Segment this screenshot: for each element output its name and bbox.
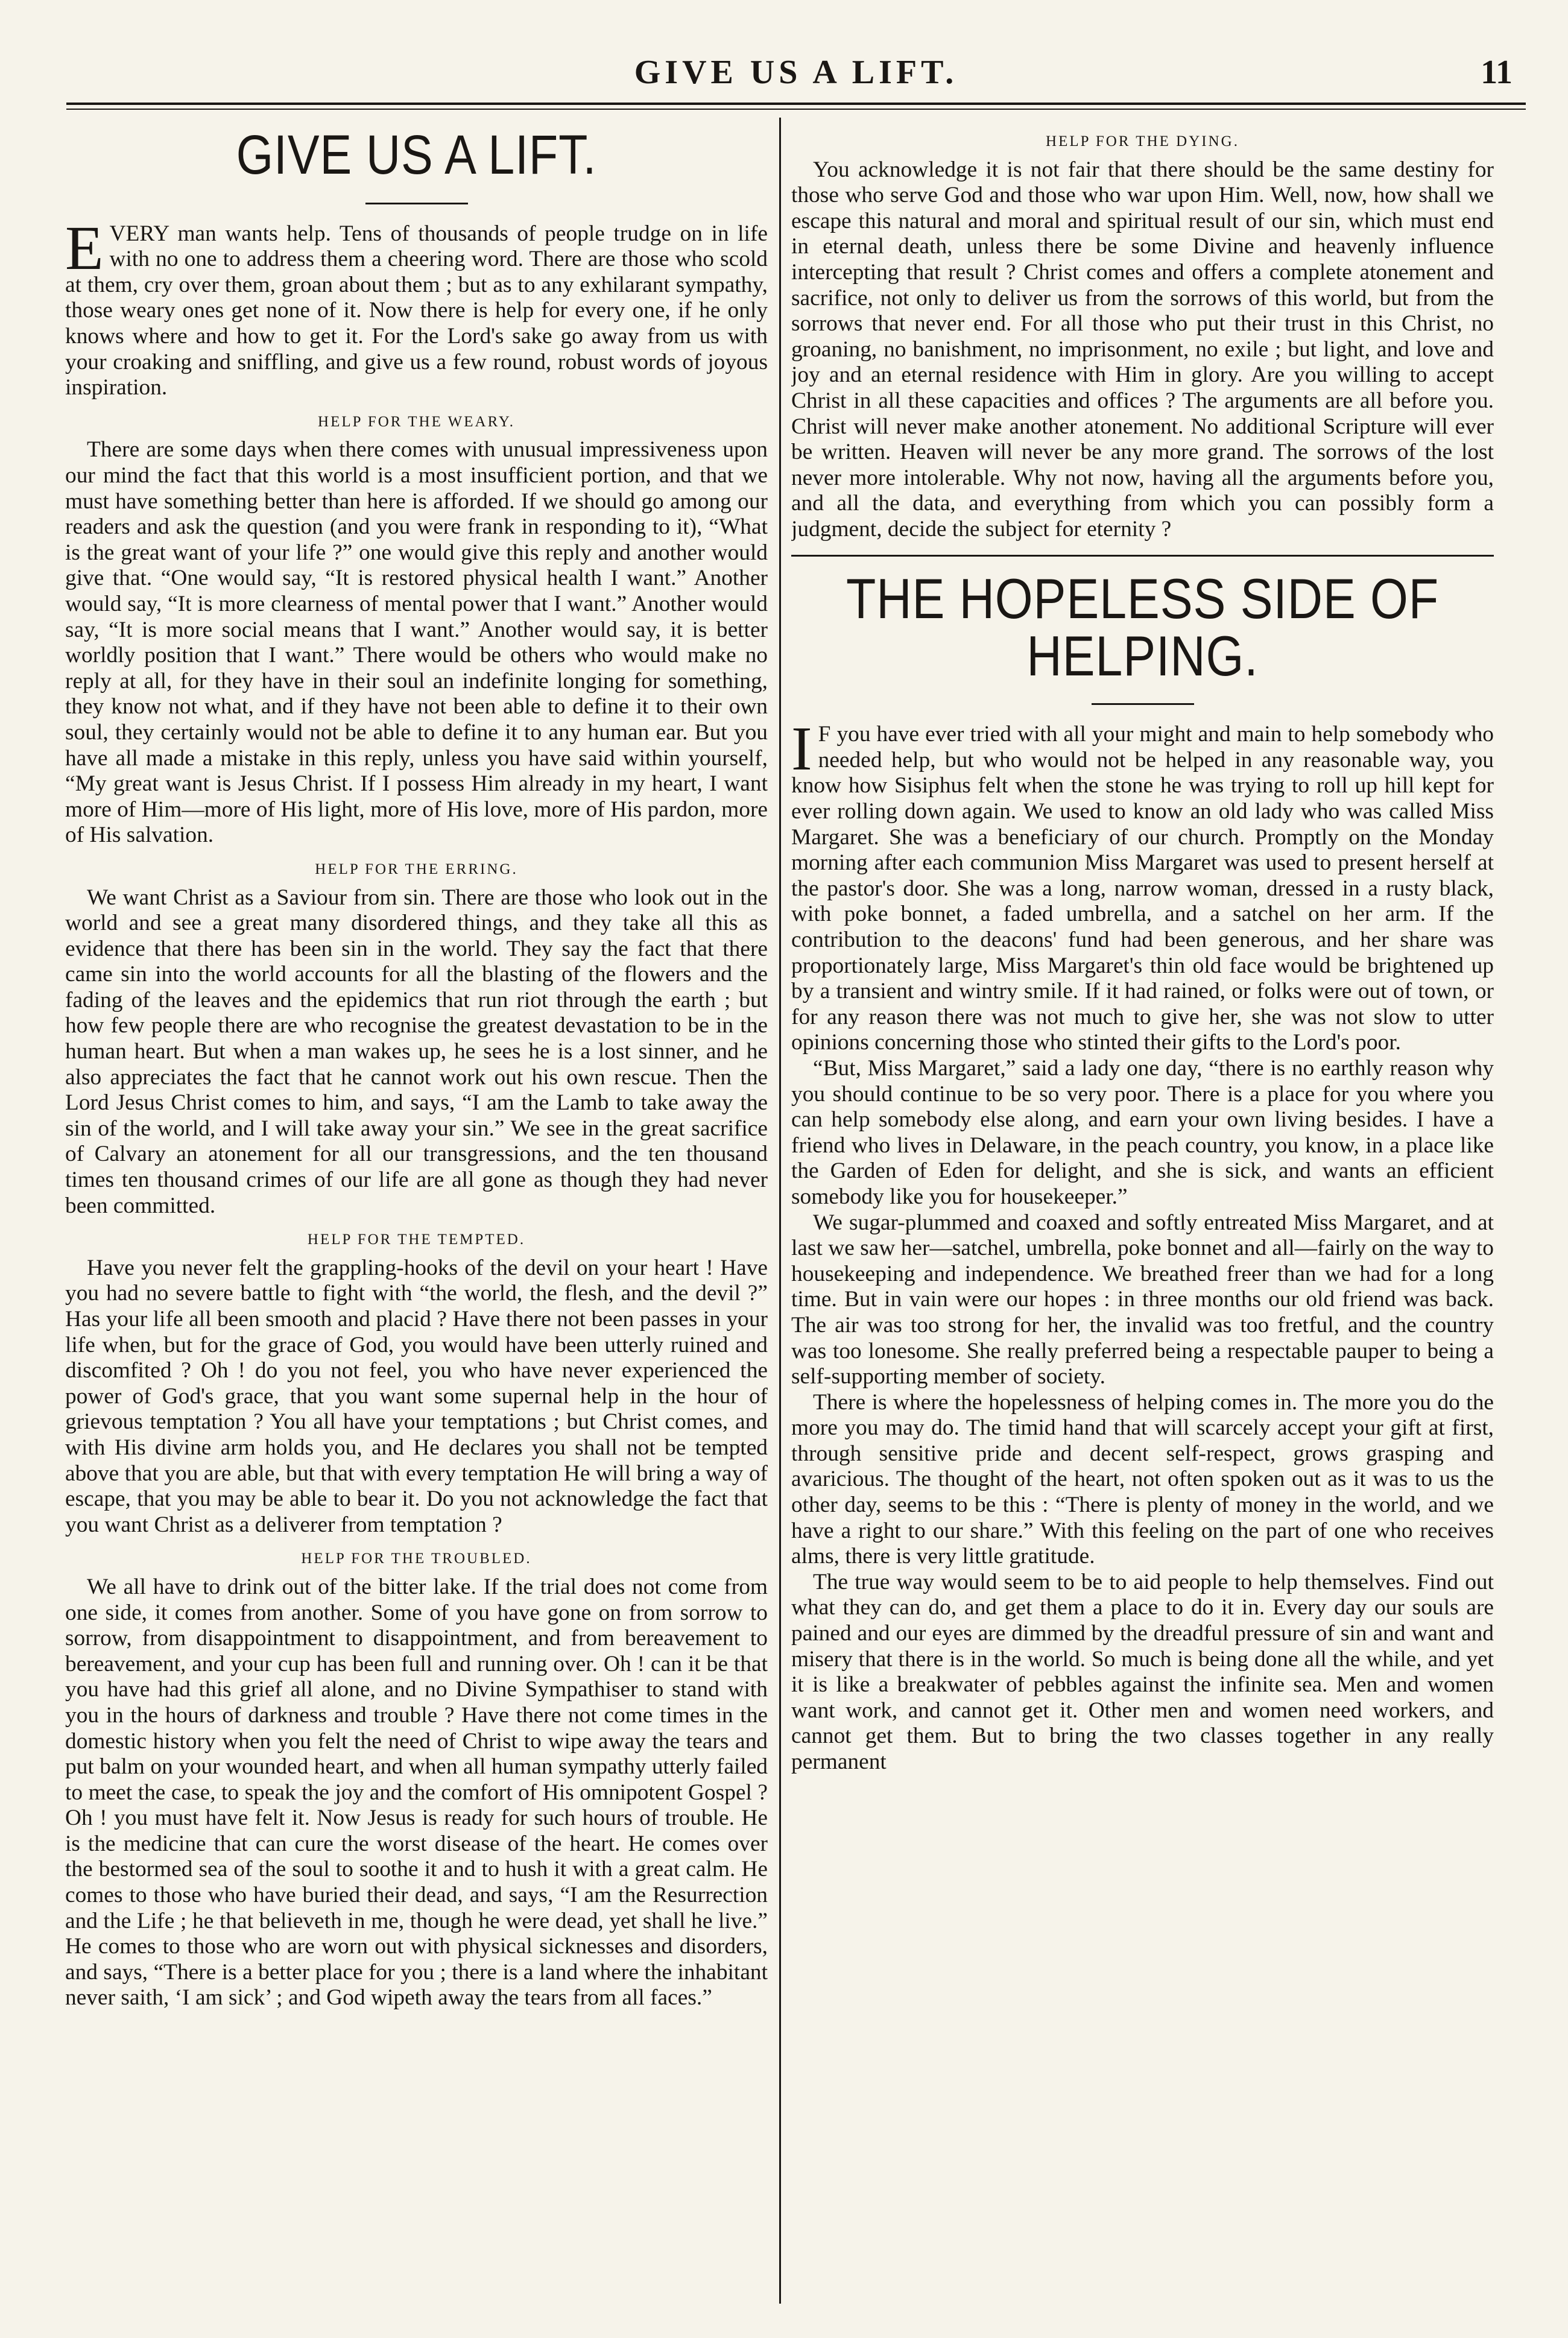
article-intro [791, 714, 1494, 1056]
column-divider [779, 118, 781, 2304]
article-separator [791, 555, 1494, 557]
running-head: GIVE US A LIFT. [634, 54, 958, 91]
drop-cap: E [65, 213, 104, 283]
section-heading: HELP FOR THE DYING. [1046, 133, 1239, 150]
right-column [791, 121, 1494, 2303]
intro-text: F you have ever tried with all your might and main to help somebody who needed help, but who would not be helped in any reasonable way, you know how Sisiphus felt when the stone he was trying to roll up hill kept for ever rolling down again. We used to know an old lady who was called Miss Margaret. She was a beneficiary of our church. Promptly on the Monday morning after each communion Miss Margaret was used to present herself at the pastor's door. She was a long, narrow woman, dressed in a rusty black, with poke bonnet, a faded umbrella, and a satchel on her arm. If the contribution to the deacons' fund had been generous, and her share was proportionately large, Miss Margaret's thin old face would be brightened up by a transient and wintry smile. If it had rained, or folks were out of town, or for any reason there was not much to give her, she was not slow to utter opinions concerning those who stinted their gifts to the Lord's poor. [791, 722, 1494, 1055]
page-header [66, 36, 1526, 103]
drop-cap: I [791, 714, 812, 784]
intro-text: VERY man wants help. Tens of thousands of people trudge on in life with no one to address them a cheering word. There are those who scold at them, cry over them, groan about them ; but as to any exhilarant sympathy, those weary ones get none of it. Now there is help for every one, if he only knows where and how to get it. For the Lord's sake go away from us with your croaking and sniffling, and give us a few round, robust words of joyous inspiration. [65, 221, 768, 400]
section-paragraph: Have you never felt the grappling-hooks of the devil on your heart ! Have you had no severe battle to fight with “the world, the flesh, and the devil ?” Has your life all been smooth and placid ? Have there not been passes in your life when, but for the grace of God, you would have been utterly ruined and discomfited ? Oh ! do you not feel, you who have never experienced the power of God's grace, that you want some supernal help in the hour of grievous temptation ? You all have your temptations ; but Christ comes, and with His divine arm holds you, and He declares you shall not be tempted above that you are able, but that with every temptation He will bring a way of escape, that you may be able to bear it. Do you not acknowledge the fact that you want Christ as a deliverer from temptation ? [65, 1255, 768, 1537]
title-rule [1092, 703, 1194, 705]
section-heading: HELP FOR THE WEARY. [318, 413, 515, 430]
section-heading: HELP FOR THE ERRING. [315, 861, 518, 877]
section-heading: HELP FOR THE TROUBLED. [301, 1550, 532, 1567]
section-paragraph: We all have to drink out of the bitter lake. If the trial does not come from one side, it comes from another. Some of you have gone on from sorrow to sorrow, from disappointment to disappointment, and from bereavement to bereavement, and your cup has been full and running over. Oh ! can it be that you have had this grief all alone, and no Divine Sympathiser to stand with you in the hours of darkness and trouble ? Have there not come times in the domestic history when you felt the need of Christ to wipe away the tears and put balm on your wounded heart, and when all human sympathy utterly failed to meet the case, to speak the joy and the comfort of His omnipotent Gospel ? Oh ! you must have felt it. Now Jesus is ready for such hours of trouble. He is the medicine that can cure the worst disease of the heart. He comes over the bestormed sea of the soul to soothe it and to hush it with a great calm. He comes to those who have buried their dead, and says, “I am the Resurrection and the Life ; he that believeth in me, though he were dead, yet shall he live.” He comes to those who are worn out with physical sicknesses and disorders, and says, “There is a better place for you ; there is a land where the inhabitant never saith, ‘I am sick’ ; and God wipeth away the tears from all faces.” [65, 1574, 768, 2011]
article-paragraph: The true way would seem to be to aid people to help themselves. Find out what they can do, and get them a place to do it in. Every day our souls are pained and our eyes are dimmed by the dreadful pressure of sin and want and misery that there is in the world. So much is being done all the while, and yet it is like a breakwater of pebbles against the infinite sea. Men and women want work, and cannot get it. Other men and women need workers, and cannot get them. But to bring the two classes together in any really permanent [791, 1569, 1494, 1774]
section-paragraph: We want Christ as a Saviour from sin. There are those who look out in the world and see a great many disordered things, and they take all this as evidence that there has been sin in the world. They say the fact that there came sin into the world accounts for all the blasting of the flowers and the fading of the leaves and the epidemics that run riot through the earth ; but how few people there are who recognise the greatest devastation to be in the human heart. But when a man wakes up, he sees he is a lost sinner, and he also appreciates the fact that he cannot work out his own rescue. Then the Lord Jesus Christ comes to him, and says, “I am the Lamb to take away the sin of the world, and I will take away your sin.” We see in the great sacrifice of Calvary an atonement for all our transgressions, and the ten thousand times ten thousand crimes of our life are all gone as though they had never been committed. [65, 885, 768, 1218]
section-paragraph: You acknowledge it is not fair that there should be the same destiny for those who serve God and those who war upon Him. Well, now, how shall we escape this natural and moral and spiritual result of our sin, which must end in eternal death, unless there be some Divine and heavenly influence intercepting that result ? Christ comes and offers a complete atonement and sacrifice, not only to deliver us from the sorrows of this world, but from the sorrows that never end. For all those who put their trust in this Christ, no groaning, no banishment, no imprisonment, no exile ; but light, and love and joy and an eternal residence with Him in glory. Are you willing to accept Christ in all these capacities and offices ? The arguments are all before you. Christ will never make another atonement. No additional Scripture will ever be written. Heaven will never be any more grand. The sorrows of the lost never more intolerable. Why not now, having all the arguments before you, and all the data, and everything from which you can possibly form a judgment, decide the subject for eternity ? [791, 157, 1494, 542]
article-title: GIVE US A LIFT. [236, 124, 597, 186]
section-paragraph: There are some days when there comes with unusual impressiveness upon our mind the fact that this world is a most insufficient portion, and that we must have something better than here is afforded. If we should go among our readers and ask the question (and you were frank in responding to it), “What is the great want of your life ?” one would give this reply and another would give that. “One would say, “It is restored physical health I want.” Another would say, “It is more clearness of mental power that I want.” Another would say, “It is more social means that I want.” Another would say, it is better worldly position that I want.” There would be others who would make no reply at all, for they have in their soul an indefinite longing for something, they know not what, and if they have not been able to define it to their own soul, they certainly would not be able to define it to any human ear. But you have all made a mistake in this reply, unless you have said within yourself, “My great want is Jesus Christ. If I possess Him already in my heart, I want more of Him—more of His light, more of His love, more of His pardon, more of His salvation. [65, 437, 768, 848]
article-intro [65, 213, 768, 401]
section-heading: HELP FOR THE TEMPTED. [307, 1231, 526, 1248]
article-title: THE HOPELESS SIDE OF HELPING. [846, 566, 1440, 688]
article-paragraph: We sugar-plummed and coaxed and softly entreated Miss Margaret, and at last we saw her—satchel, umbrella, poke bonnet and all—fairly on the way to housekeeping and independence. We breathed freer than we had for a long time. But in vain were our hopes : in three months our old friend was back. The air was too strong for her, the invalid was too fretful, and the country was too lonesome. She really preferred being a respectable pauper to being a self-supporting member of society. [791, 1210, 1494, 1389]
article-paragraph: There is where the hopelessness of helping comes in. The more you do the more you may do. The timid hand that will scarcely accept your gift at first, through sensitive pride and decent self-respect, grows grasping and avaricious. The thought of the heart, not often spoken out as it was to us the other day, seems to be this : “There is plenty of money in the world, and we have a right to our share.” With this feeling on the part of one who receives alms, there is very little gratitude. [791, 1389, 1494, 1569]
header-rule-thin [66, 109, 1526, 110]
left-column [65, 121, 768, 2303]
title-rule [365, 203, 468, 204]
article-paragraph: “But, Miss Margaret,” said a lady one day, “there is no earthly reason why you should continue to be so very poor. There is a place for you where you can help somebody else along, and earn your own living besides. I have a friend who lives in Delaware, in the peach country, you know, in a place like the Garden of Eden for delight, and she is sick, and wants an efficient somebody like you for housekeeper.” [791, 1055, 1494, 1209]
header-rule [66, 103, 1526, 105]
page-number: 11 [1481, 54, 1513, 91]
